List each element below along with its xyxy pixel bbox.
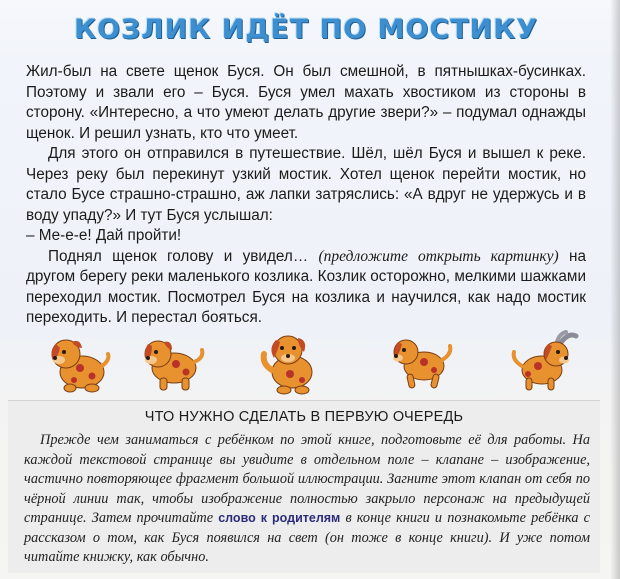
note-heading: ЧТО НУЖНО СДЕЛАТЬ В ПЕРВУЮ ОЧЕРЕДЬ: [144, 409, 464, 425]
story-paragraph-2: Для этого он отправился в путешествие. Шёл, шёл Буся и вышел к реке. Через реку был перекинут узкий мостик. Хотел щенок перейти мостик, но стало Бусе страшно-страшно, аж лапки затряслись: «А вдруг не удержусь и в воду упаду?» И тут Буся услышал:: [26, 145, 586, 224]
story-paragraph-4-start: Поднял щенок голову и увидел…: [48, 247, 319, 265]
page-edge-shadow: [610, 0, 620, 579]
note-text: [24, 431, 590, 568]
parents-note-box: [8, 400, 600, 573]
story-text: [26, 62, 586, 329]
puppy-sitting-icon: [42, 330, 114, 396]
puppy-standing-icon: [138, 330, 210, 396]
story-dialog-line: – Ме-е-е! Дай пройти!: [26, 227, 182, 244]
story-paragraph-4: [26, 247, 586, 329]
puppy-illustrations: [0, 330, 612, 400]
note-text-end: в конце книги и познакомьте ребёнка с рассказом о том, как Буся появился на свет (он тоже в конце книги). И уже потом читайте книжку, как обычно.: [24, 510, 590, 565]
note-parents-word-link: слово к родителям: [218, 511, 341, 525]
page-title: КОЗЛИК ИДЁТ ПО МОСТИКУ: [73, 14, 539, 45]
story-instruction-italic: (предложите открыть картинку): [318, 247, 559, 265]
puppy-walking-icon: [384, 330, 456, 396]
story-paragraph-4-end: на другом берегу реки маленького козлика. Козлик осторожно, мелкими шажками переходил мостик. Посмотрел Буся на козлика и научился, как надо мостик переходить. И перестал бояться.: [26, 247, 586, 326]
puppy-on-goat-horns-icon: [508, 330, 580, 396]
note-text-start: Прежде чем заниматься с ребёнком по этой книге, подготовьте её для работы. На каждой текстовой странице вы увидите в отдельном поле – клапане – изображение, частично повторяющее фрагмент большой иллюстрации. Загните этот клапан от себя по чёрной линии так, чтобы изображение полностью закрыло персонаж на предыдущей странице. Затем прочитайте: [24, 432, 590, 526]
story-paragraph-1: Жил-был на свете щенок Буся. Он был смешной, в пятнышках-бусинках. Поэтому и звали его – Буся. Буся умел махать хвостиком из стороны в сторону. «Интересно, а что умеют делать другие звери?» – подумал однажды щенок. И решил узнать, кто что умеет.: [26, 63, 586, 142]
puppy-waving-icon: [254, 330, 326, 396]
